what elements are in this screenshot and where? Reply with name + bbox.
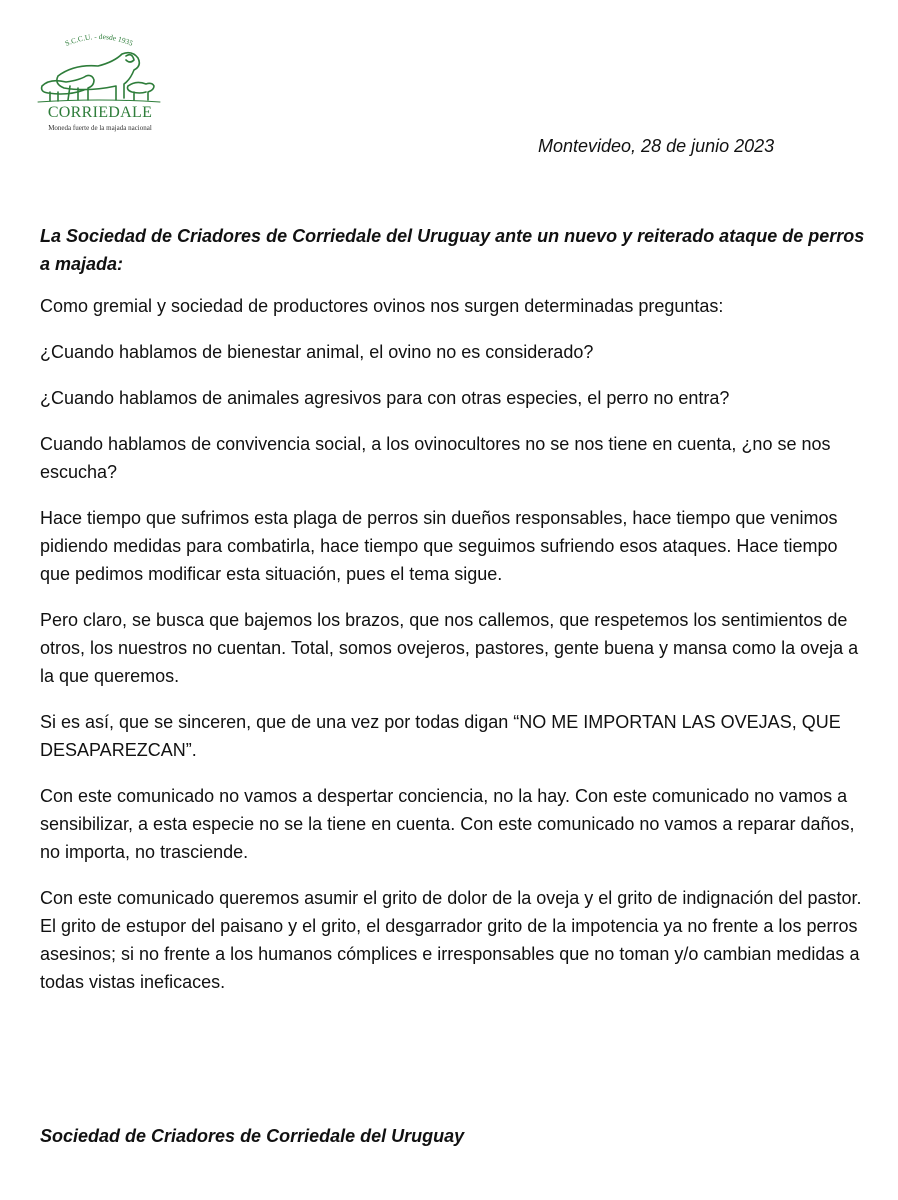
paragraph: Con este comunicado queremos asumir el grito de dolor de la oveja y el grito de indignación del pastor. El grito de estupor del paisano y el grito, el desgarrador grito de la impotencia ya no frente a los perros asesinos; si no frente a los humanos cómplices e irresponsables que no toman y/o cambian medidas a todas vistas ineficaces. — [40, 888, 862, 992]
logo-name: CORRIEDALE — [47, 104, 153, 121]
paragraph: Pero claro, se busca que bajemos los brazos, que nos callemos, que respetemos los sentimientos de otros, los nuestros no cuentan. Total, somos ovejeros, pastores, gente buena y mansa como la oveja a la que queremos. — [40, 610, 859, 686]
paragraph: Si es así, que se sinceren, que de una vez por todas digan “NO ME IMPORTAN LAS OVEJAS, QUE DESAPAREZCAN”. — [40, 712, 841, 760]
signature: Sociedad de Criadores de Corriedale del Uruguay — [40, 1126, 465, 1146]
paragraph: Cuando hablamos de convivencia social, a los ovinocultores no se nos tiene en cuenta, ¿no se nos escucha? — [40, 434, 831, 482]
logo-tagline: Moneda fuerte de la majada nacional — [48, 124, 152, 132]
paragraph: ¿Cuando hablamos de animales agresivos para con otras especies, el perro no entra? — [40, 388, 730, 408]
paragraph: Con este comunicado no vamos a despertar conciencia, no la hay. Con este comunicado no vamos a sensibilizar, a esta especie no se la tiene en cuenta. Con este comunicado no vamos a reparar daños, no importa, no trasciende. — [40, 786, 855, 862]
corriedale-logo — [28, 24, 168, 136]
letter-title: La Sociedad de Criadores de Corriedale del Uruguay ante un nuevo y reiterado ataque de perros a majada: — [40, 226, 865, 274]
letter-body — [40, 222, 870, 1014]
paragraph: Como gremial y sociedad de productores ovinos nos surgen determinadas preguntas: — [40, 296, 724, 316]
logo-arc-text: S.C.C.U. - desde 1935 — [63, 31, 135, 48]
paragraph: ¿Cuando hablamos de bienestar animal, el ovino no es considerado? — [40, 342, 594, 362]
letter-date: Montevideo, 28 de junio 2023 — [538, 136, 775, 156]
paragraph: Hace tiempo que sufrimos esta plaga de perros sin dueños responsables, hace tiempo que venimos pidiendo medidas para combatirla, hace tiempo que seguimos sufriendo esos ataques. Hace tiempo que pedimos modificar esta situación, pues el tema sigue. — [40, 508, 838, 584]
